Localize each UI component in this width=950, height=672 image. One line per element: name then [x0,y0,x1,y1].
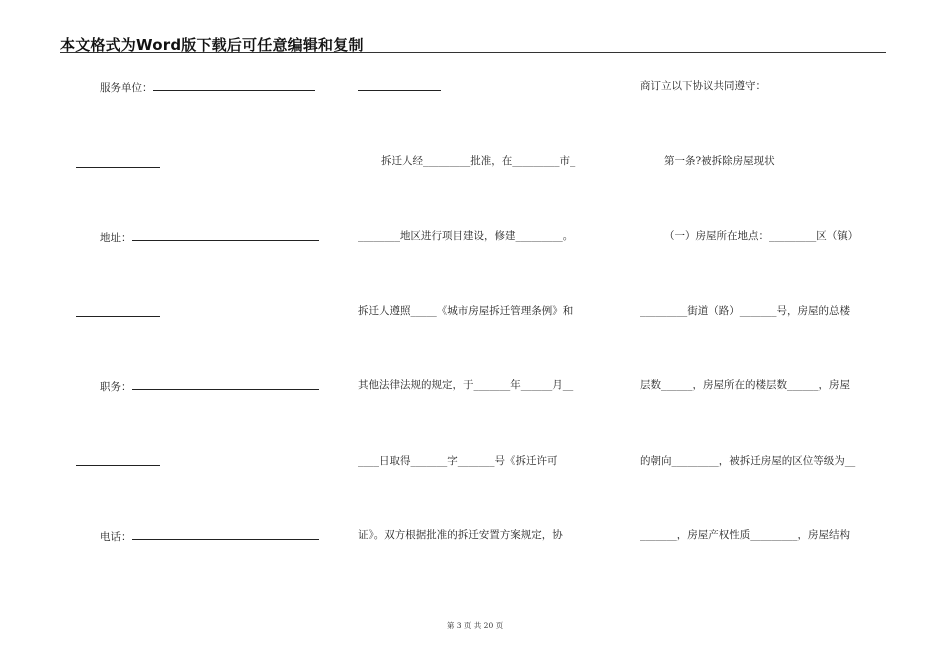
col2-line-2: ________地区进行项目建设，修建_________。 [358,230,574,242]
address-blank [132,229,319,241]
blank-row-1 [76,156,160,172]
col2-line-3: 拆迁人遵照_____《城市房屋拆迁管理条例》和 [358,305,574,317]
col3-line-2: （一）房屋所在地点：_________区（镇） [664,230,859,242]
col2-line-0 [358,79,441,95]
service-unit-blank [153,79,315,91]
col3-line-4: 层数______，房屋所在的楼层数______，房屋 [640,379,850,391]
phone-row [100,528,319,544]
blank-line [76,156,160,168]
service-unit-label: 服务单位： [100,82,153,94]
col3-line-1: 第一条?被拆除房屋现状 [664,155,775,167]
position-label: 职务： [100,381,132,393]
col3-line-5: 的朝向_________，被拆迁房屋的区位等级为__ [640,455,856,467]
phone-label: 电话： [100,531,132,543]
service-unit-row [100,79,315,95]
col2-line-4: 其他法律法规的规定，于_______年______月__ [358,379,574,391]
address-row [100,229,319,245]
position-blank [132,378,319,390]
blank-row-3 [76,454,160,470]
position-row [100,378,319,394]
header-title: 本文格式为Word版下载后可任意编辑和复制 [60,36,364,54]
col3-line-3: _________街道（路）_______号，房屋的总楼 [640,305,850,317]
col2-line-5: ____日取得_______字_______号《拆迁许可 [358,455,558,467]
blank-row-2 [76,305,160,321]
blank-line [358,79,441,91]
col2-line-1: 拆迁人经_________批准，在_________市_ [381,155,576,167]
blank-line [76,305,160,317]
col2-line-6: 证》。双方根据批准的拆迁安置方案规定，协 [358,529,563,541]
phone-blank [132,528,319,540]
header-divider [60,52,886,53]
blank-line [76,454,160,466]
col3-line-0: 商订立以下协议共同遵守： [640,80,766,92]
page-number: 第 3 页 共 20 页 [446,621,504,630]
col3-line-6: _______，房屋产权性质_________，房屋结构 [640,529,850,541]
address-label: 地址： [100,232,132,244]
